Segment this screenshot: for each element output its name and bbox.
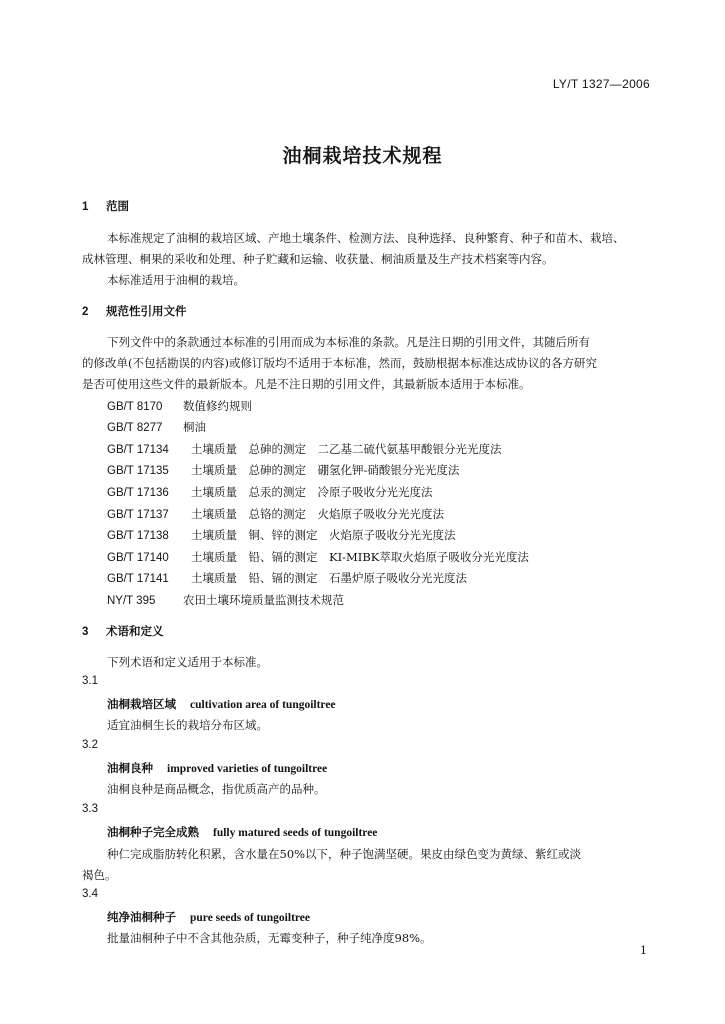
reference-code: NY/T 395 — [107, 595, 156, 607]
term-zh: 油桐种子完全成熟 — [107, 825, 199, 839]
page-number: 1 — [640, 944, 647, 957]
term-zh: 油桐良种 — [107, 761, 153, 775]
paragraph-line: 本标准规定了油桐的栽培区域、产地土壤条件、检测方法、良种选择、良种繁育、种子和苗木、栽培、 — [107, 231, 625, 245]
paragraph-line: 是否可使用这些文件的最新版本。凡是不注日期的引用文件，其最新版本适用于本标准。 — [82, 377, 531, 391]
page-title: 油桐栽培技术规程 — [282, 145, 443, 167]
section-title: 规范性引用文件 — [106, 304, 187, 318]
reference-title: 土壤质量 铅、镉的测定 KI-MIBK萃取火焰原子吸收分光光度法 — [191, 550, 529, 564]
term-number: 3.1 — [82, 675, 98, 687]
term-heading — [107, 696, 336, 712]
term-number: 3.4 — [82, 888, 98, 900]
section-number: 3 — [82, 626, 89, 638]
term-number: 3.3 — [82, 803, 98, 815]
standard-code: LY/T 1327—2006 — [552, 77, 650, 91]
reference-item — [107, 527, 456, 543]
term-en: cultivation area of tungoiltree — [190, 699, 336, 711]
term-en: fully matured seeds of tungoiltree — [213, 827, 378, 839]
reference-code: GB/T 17135 — [107, 465, 169, 477]
reference-item — [107, 441, 502, 457]
term-en: pure seeds of tungoiltree — [190, 912, 310, 924]
term-definition: 批量油桐种子中不含其他杂质，无霉变种子，种子纯净度98%。 — [107, 931, 432, 945]
reference-title: 土壤质量 总汞的测定 冷原子吸收分光光度法 — [191, 485, 433, 499]
reference-item — [107, 462, 459, 478]
reference-code: GB/T 8170 — [107, 401, 163, 413]
section-title: 范围 — [106, 199, 129, 213]
paragraph-line: 下列术语和定义适用于本标准。 — [107, 655, 268, 669]
reference-title: 数值修约规则 — [183, 399, 252, 413]
reference-code: GB/T 17137 — [107, 509, 169, 521]
reference-code: GB/T 17141 — [107, 573, 169, 585]
reference-item — [107, 549, 529, 565]
reference-code: GB/T 17134 — [107, 444, 169, 456]
section-heading-2 — [82, 303, 187, 319]
paragraph-line: 下列文件中的条款通过本标准的引用而成为本标准的条款。凡是注日期的引用文件，其随后所有 — [107, 335, 590, 349]
reference-item — [107, 484, 433, 500]
term-heading — [107, 824, 377, 840]
reference-title: 桐油 — [183, 420, 206, 434]
reference-item — [107, 570, 467, 586]
paragraph-line: 的修改单(不包括勘误的内容)或修订版均不适用于本标准，然而，鼓励根据本标准达成协议的各方研究 — [82, 356, 597, 370]
section-heading-1 — [82, 198, 129, 214]
reference-title: 农田土壤环境质量监测技术规范 — [183, 593, 344, 607]
term-definition: 褐色。 — [82, 868, 117, 882]
reference-item — [107, 592, 344, 608]
reference-code: GB/T 17140 — [107, 552, 169, 564]
reference-item — [107, 419, 206, 435]
reference-code: GB/T 8277 — [107, 422, 163, 434]
term-definition: 种仁完成脂肪转化积累，含水量在50%以下，种子饱满坚硬。果皮由绿色变为黄绿、紫红或淡 — [107, 847, 582, 861]
paragraph-line: 本标准适用于油桐的栽培。 — [107, 273, 245, 287]
reference-title: 土壤质量 总铬的测定 火焰原子吸收分光光度法 — [191, 507, 444, 521]
section-number: 1 — [82, 201, 89, 213]
term-definition: 油桐良种是商品概念，指优质高产的品种。 — [107, 782, 326, 796]
reference-item — [107, 398, 252, 414]
section-number: 2 — [82, 306, 89, 318]
reference-title: 土壤质量 总砷的测定 二乙基二硫代氨基甲酸银分光光度法 — [191, 442, 502, 456]
term-zh: 纯净油桐种子 — [107, 910, 176, 924]
term-heading — [107, 909, 310, 925]
term-number: 3.2 — [82, 739, 98, 751]
reference-code: GB/T 17136 — [107, 487, 169, 499]
term-zh: 油桐栽培区域 — [107, 697, 176, 711]
paragraph-line: 成林管理、桐果的采收和处理、种子贮藏和运输、收获量、桐油质量及生产技术档案等内容。 — [82, 252, 554, 266]
reference-code: GB/T 17138 — [107, 530, 169, 542]
section-heading-3 — [82, 623, 164, 639]
reference-title: 土壤质量 铅、镉的测定 石墨炉原子吸收分光光度法 — [191, 571, 467, 585]
section-title: 术语和定义 — [106, 624, 164, 638]
reference-item — [107, 506, 444, 522]
term-definition: 适宜油桐生长的栽培分布区域。 — [107, 718, 268, 732]
term-heading — [107, 760, 327, 776]
reference-title: 土壤质量 总砷的测定 硼氢化钾-硝酸银分光光度法 — [191, 463, 460, 477]
term-en: improved varieties of tungoiltree — [167, 763, 328, 775]
reference-title: 土壤质量 铜、锌的测定 火焰原子吸收分光光度法 — [191, 528, 456, 542]
